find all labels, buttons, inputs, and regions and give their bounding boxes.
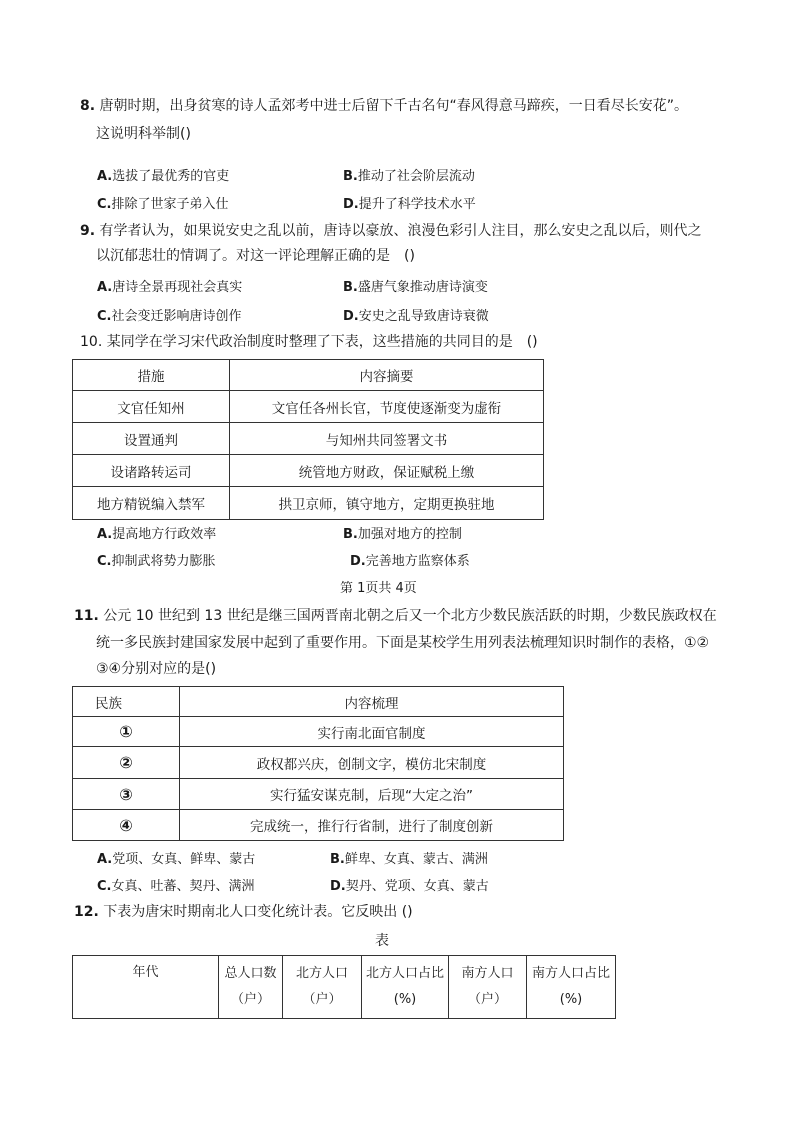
table-header-cell: 内容摘要 [230,360,544,391]
q10-table [72,359,544,520]
table-caption: 表 [375,933,389,949]
q9-stem-line1: 有学者认为，如果说安史之乱以前，唐诗以豪放、浪漫色彩引人注目，那么安史之乱以后，则代之 [99,223,702,239]
q12-number: 12. [74,904,99,920]
table-cell: 设诸路转运司 [73,455,230,487]
q11-option-c[interactable]: C.女真、吐蕃、契丹、满洲 [97,879,255,894]
table-row [73,810,564,841]
table-cell: 拱卫京师，镇守地方，定期更换驻地 [230,487,544,520]
q8-option-b[interactable]: B.推动了社会阶层流动 [343,169,475,184]
table-header-cell: 措施 [73,360,230,391]
table-cell: 设置通判 [73,423,230,455]
q11-option-d[interactable]: D.契丹、党项、女真、蒙古 [330,879,489,894]
q11-stem-line3: ③④分别对应的是() [96,661,217,677]
q10-number: 10. [80,334,103,350]
table-header-cell: 南方人口占比 (%) [527,956,616,1019]
q9-option-a[interactable]: A.唐诗全景再现社会真实 [97,280,243,295]
table-cell: 文官任各州长官，节度使逐渐变为虚衔 [230,391,544,423]
table-header-cell: 南方人口 （户） [449,956,527,1019]
q11-option-b[interactable]: B.鲜卑、女真、蒙古、满洲 [330,852,488,867]
table-cell: ④ [73,810,180,841]
q11-table [72,686,564,841]
table-cell: 实行猛安谋克制，后现“大定之治” [180,779,564,810]
q8-option-d[interactable]: D.提升了科学技术水平 [343,197,476,212]
q11-line1 [74,606,717,626]
table-row [73,423,544,455]
table-header-cell: 内容梳理 [180,687,564,717]
table-cell: 文官任知州 [73,391,230,423]
q12-line1 [74,902,413,922]
table-header-row [73,956,616,1019]
q8-line1 [80,96,688,116]
q11-number: 11. [74,608,99,624]
q9-option-c[interactable]: C.社会变迁影响唐诗创作 [97,309,242,324]
q10-line1 [80,332,538,352]
q10-option-c[interactable]: C.抑制武将势力膨胀 [97,554,216,569]
table-cell: 地方精锐编入禁军 [73,487,230,520]
table-row [73,779,564,810]
q12-table [72,955,616,1019]
q12-stem-line1: 下表为唐宋时期南北人口变化统计表。它反映出 () [103,904,413,920]
table-header-row [73,360,544,391]
q11-stem-line1: 公元 10 世纪到 13 世纪是继三国两晋南北朝之后又一个北方少数民族活跃的时期，少数民族政权在 [103,608,717,624]
q10-option-d[interactable]: D.完善地方监察体系 [350,554,470,569]
q8-number: 8. [80,98,96,114]
table-row [73,717,564,747]
q9-option-d[interactable]: D.安史之乱导致唐诗衰微 [343,309,489,324]
q9-line1 [80,221,702,241]
table-row [73,747,564,779]
q8-option-c[interactable]: C.排除了世家子弟入仕 [97,197,229,212]
q8-stem-line2: 这说明科举制() [96,126,191,142]
table-row [73,391,544,423]
table-row [73,487,544,520]
q9-stem-line2: 以沉郁悲壮的情调了。对这一评论理解正确的是 () [96,248,415,264]
table-header-cell: 北方人口占比 (%) [362,956,449,1019]
q8-option-a[interactable]: A.选拔了最优秀的官吏 [97,169,230,184]
table-cell: ③ [73,779,180,810]
q9-option-b[interactable]: B.盛唐气象推动唐诗演变 [343,280,488,295]
table-header-cell: 民族 [73,687,180,717]
table-cell: 完成统一，推行行省制，进行了制度创新 [180,810,564,841]
q11-stem-line2: 统一多民族封建国家发展中起到了重要作用。下面是某校学生用列表法梳理知识时制作的表格，①② [96,635,710,651]
q9-number: 9. [80,223,96,239]
q10-stem-line1: 某同学在学习宋代政治制度时整理了下表，这些措施的共同目的是 () [106,334,538,350]
table-cell: 统管地方财政，保证赋税上缴 [230,455,544,487]
q11-option-a[interactable]: A.党项、女真、鲜卑、蒙古 [97,852,256,867]
table-cell: ① [73,717,180,747]
table-header-cell: 北方人口 （户） [283,956,362,1019]
table-header-cell: 总人口数 （户） [219,956,283,1019]
table-cell: 实行南北面官制度 [180,717,564,747]
page-footer: 第 1页共 4页 [340,581,417,596]
q10-option-a[interactable]: A.提高地方行政效率 [97,527,217,542]
table-cell: 政权都兴庆，创制文字，模仿北宋制度 [180,747,564,779]
q10-option-b[interactable]: B.加强对地方的控制 [343,527,462,542]
table-header-cell: 年代 [73,956,219,1019]
table-cell: ② [73,747,180,779]
q8-stem-line1: 唐朝时期，出身贫寒的诗人孟郊考中进士后留下千古名句“春风得意马蹄疾，一日看尽长安花”。 [99,98,689,114]
table-row [73,455,544,487]
table-header-row [73,687,564,717]
table-cell: 与知州共同签署文书 [230,423,544,455]
